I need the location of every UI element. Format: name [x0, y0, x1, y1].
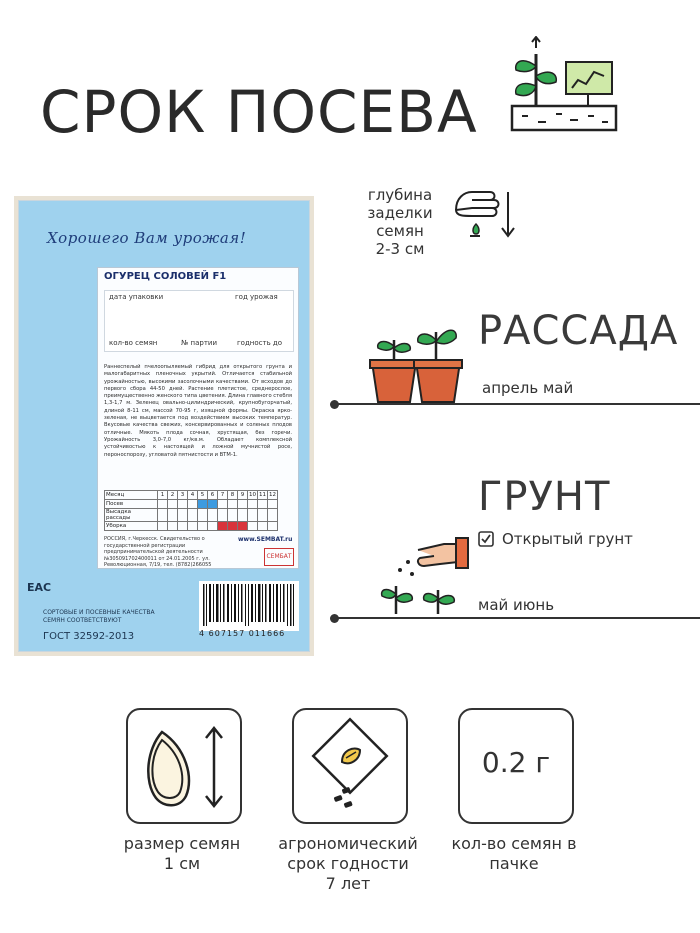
calendar-month: 6 — [208, 491, 218, 500]
packet-certification: СОРТОВЫЕ И ПОСЕВНЫЕ КАЧЕСТВА СЕМЯН СООТВЕТСТВУЮТ — [43, 609, 155, 624]
seed-weight-value: 0.2 г — [481, 746, 551, 779]
harvest-cell — [218, 522, 228, 531]
calendar-month: 5 — [198, 491, 208, 500]
packet-description: Раннеспелый пчелоопыляемый гибрид для открытого грунта и малогабаритных пленочных укрытий. Отличается стабильной урожайностью, высокими засолочными качествами. От всходов до первого сбора 44-50 дней. Растение плетистое, среднерослое, преимущественно женского типа цветения. Длина главного стебля 1,3-1,7 м. Зеленец овально-цилиндрический, крупнобугорчатый, длиной 8-11 см, массой 70-95 г, изящной формы. Окраска ярко-зеленая, не выцветается под воздействием высоких температур. Вкусовые качества свежих, консервированных и соленых плодов отличные. Мякоть плода сочная, хрустящая, без горечи. Урожайность 3,0-7,0 кг/кв.м. Обладает комплексной устойчивостью к настоящей и ложной мучнистой росе, пероноспорозу, угловатой пятнистости и ВТМ-1. — [104, 364, 292, 458]
shelf-life-label: агрономический срок годности — [278, 834, 418, 873]
calendar-row-transplant — [105, 509, 278, 522]
seedling-chart-icon — [508, 36, 620, 136]
packet-wish: Хорошего Вам урожая! — [47, 229, 247, 247]
calendar-month: 3 — [178, 491, 188, 500]
seed-packet-icon — [294, 710, 406, 822]
calendar-month: 2 — [168, 491, 178, 500]
barcode-image — [199, 581, 299, 631]
calendar-month: 4 — [188, 491, 198, 500]
seed-size-label: размер семян — [123, 834, 241, 853]
open-ground-option-label: Открытый грунт — [502, 530, 633, 548]
packet-label-card — [97, 267, 299, 569]
batch-label: № партии — [181, 339, 217, 347]
seed-count-label: кол-во семян — [109, 339, 158, 347]
seed-size-box — [126, 708, 242, 824]
seedling-pots-icon — [366, 318, 466, 406]
hand-planting-icon — [378, 530, 474, 616]
calendar-month: 1 — [158, 491, 168, 500]
seed-size-value: 1 см — [163, 854, 201, 873]
open-ground-divider — [336, 617, 700, 619]
packet-stamp-area — [104, 290, 294, 352]
shelf-life-value: 7 лет — [325, 874, 371, 893]
open-ground-heading: ГРУНТ — [478, 474, 611, 520]
harvest-year-label: год урожая — [235, 293, 278, 301]
seed-size-caption — [106, 834, 258, 874]
open-ground-months: май июнь — [478, 596, 555, 614]
barcode-number: 4 607157 011666 — [199, 629, 286, 638]
seed-weight-caption — [432, 834, 596, 874]
sowing-depth-label: глубина заделки семян — [367, 186, 433, 240]
sowing-calendar-table — [104, 490, 278, 531]
seedlings-heading: РАССАДА — [478, 308, 679, 354]
sowing-depth — [358, 186, 442, 258]
calendar-row-label: Посев — [105, 500, 158, 509]
packet-product-name: ОГУРЕЦ СОЛОВЕЙ F1 — [104, 271, 227, 282]
calendar-row-harvest — [105, 522, 278, 531]
calendar-row-label: Высадка рассады — [105, 509, 158, 522]
calendar-month: 11 — [259, 492, 266, 498]
calendar-month: 9 — [238, 491, 248, 500]
sowing-cell — [198, 500, 208, 509]
calendar-row-label: Уборка — [105, 522, 158, 531]
shelf-life-box — [292, 708, 408, 824]
sowing-cell — [208, 500, 218, 509]
calendar-month: 12 — [269, 492, 276, 498]
hand-sowing-depth-icon — [450, 180, 520, 246]
harvest-cell — [238, 522, 248, 531]
packet-website: www.SEMBAT.ru — [238, 536, 293, 543]
seedlings-months: апрель май — [482, 379, 574, 397]
seed-size-icon — [128, 710, 240, 822]
calendar-month: 10 — [249, 492, 256, 498]
sembat-logo: СЕМБАТ — [264, 548, 294, 566]
packet-footer-text: РОССИЯ, г.Черкесск. Свидетельство о государственной регистрации предпринимательской деятельности №305091702400011 от 24.01.2005 г. ул. Революционная, 7/19, тел. (8782)266055 — [104, 536, 212, 568]
calendar-row-sowing — [105, 500, 278, 509]
shelf-life-caption — [262, 834, 434, 894]
valid-until-label: годность до — [237, 339, 283, 347]
sowing-depth-value: 2-3 см — [375, 240, 425, 258]
calendar-header-row — [105, 491, 278, 500]
checkbox-checked-icon — [478, 531, 494, 547]
seed-weight-label: кол-во семян в пачке — [451, 834, 577, 873]
packet-gost: ГОСТ 32592-2013 — [43, 631, 135, 642]
eac-mark: EAC — [27, 581, 52, 594]
pack-date-label: дата упаковки — [109, 293, 164, 301]
harvest-cell — [228, 522, 238, 531]
seed-packet-image — [18, 200, 310, 652]
seedlings-divider — [336, 403, 700, 405]
page-title: СРОК ПОСЕВА — [40, 78, 478, 146]
calendar-month: 7 — [218, 491, 228, 500]
seed-weight-box — [458, 708, 574, 824]
open-ground-option — [478, 530, 633, 548]
calendar-month: 8 — [228, 491, 238, 500]
calendar-header-label: Месяц — [105, 491, 158, 500]
